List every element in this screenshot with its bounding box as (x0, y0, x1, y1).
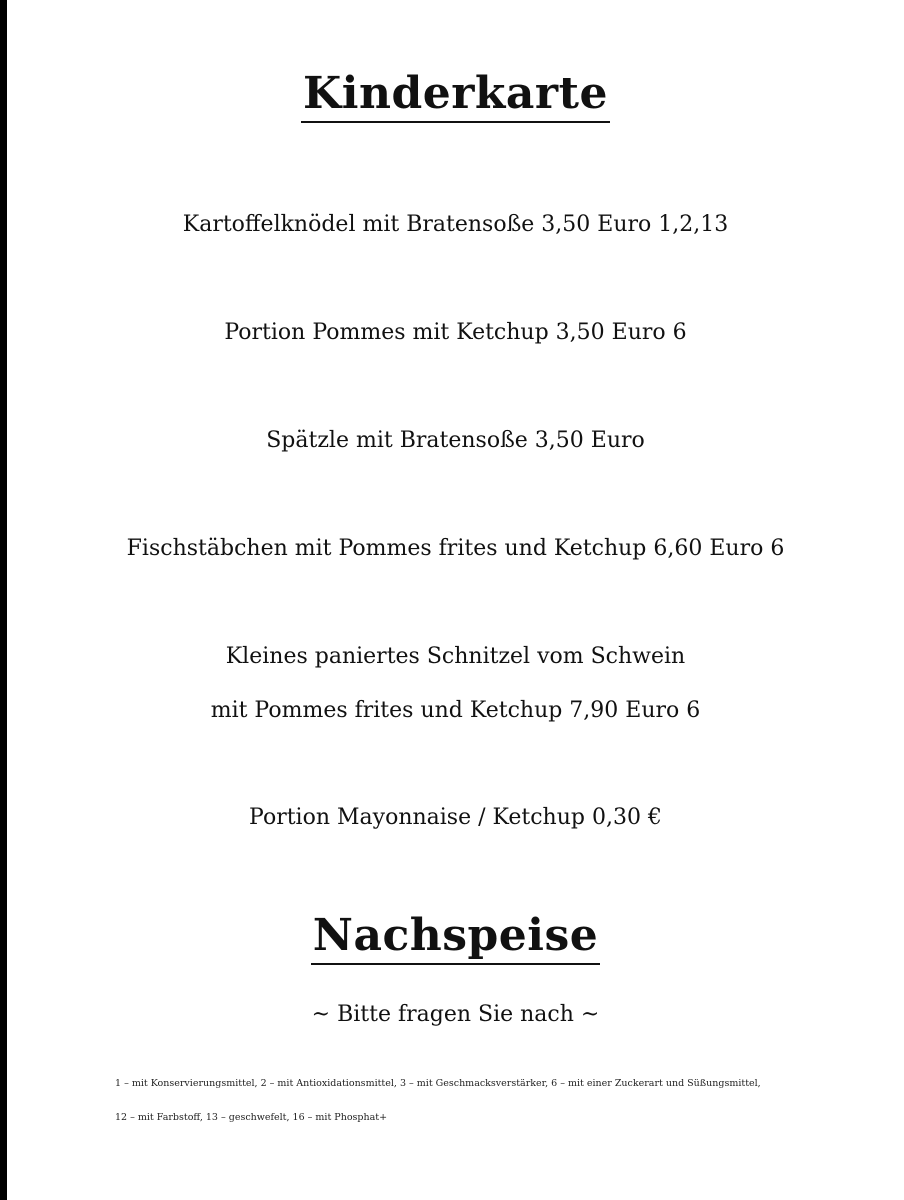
allergen-footnote-line1: 1 – mit Konservierungsmittel, 2 – mit Antioxidationsmittel, 3 – mit Geschmacksverstärker, 6 – mit einer Zuckerart und Süßungsmittel, (115, 1078, 761, 1089)
menu-item-kartoffelknoedel: Kartoffelknödel mit Bratensoße 3,50 Euro 1,2,13 (182, 212, 729, 237)
kinderkarte-title-text: Kinderkarte (301, 71, 610, 123)
menu-item-spaetzle: Spätzle mit Bratensoße 3,50 Euro (266, 428, 645, 453)
menu-item-schnitzel-line2: mit Pommes frites und Ketchup 7,90 Euro 6 (210, 698, 701, 723)
menu-item-mayonnaise-ketchup: Portion Mayonnaise / Ketchup 0,30 € (249, 805, 662, 830)
nachspeise-subtitle: ~ Bitte fragen Sie nach ~ (311, 1002, 600, 1027)
nachspeise-title-text: Nachspeise (311, 913, 601, 965)
menu-item-pommes: Portion Pommes mit Ketchup 3,50 Euro 6 (224, 320, 687, 345)
allergen-footnote-line2: 12 – mit Farbstoff, 13 – geschwefelt, 16 – mit Phosphat+ (115, 1112, 388, 1123)
kinderkarte-title (7, 68, 904, 123)
menu-item-fischstaebchen: Fischstäbchen mit Pommes frites und Ketchup 6,60 Euro 6 (126, 536, 785, 561)
nachspeise-title (7, 910, 904, 965)
menu-item-schnitzel-line1: Kleines paniertes Schnitzel vom Schwein (225, 644, 686, 669)
menu-page (7, 0, 904, 1200)
